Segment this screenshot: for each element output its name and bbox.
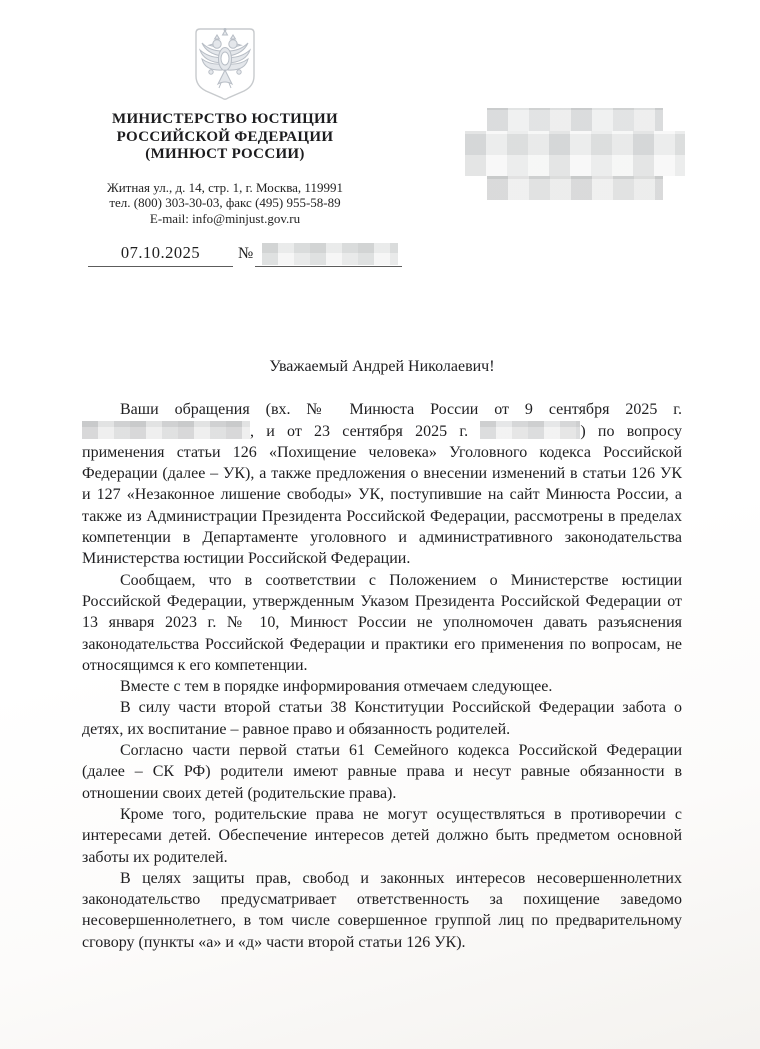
paragraph-1-part-1: Ваши обращения (вх. № Минюста России от 9 сентября 2025 г. <box>120 401 682 419</box>
number-sign: № <box>238 245 254 262</box>
ministry-name-line-1: МИНИСТЕРСТВО ЮСТИЦИИ <box>111 111 338 127</box>
email: E-mail: info@minjust.gov.ru <box>149 210 301 226</box>
reference-line <box>0 243 760 271</box>
salutation: Уважаемый Андрей Николаевич! <box>269 358 495 375</box>
addressee-redacted-block <box>465 108 685 200</box>
paragraph-2: Сообщаем, что в соответствии с Положением о Министерстве юстиции Российской Федерации, утвержденным Указом Президента Российской Федерации от 13 января 2023 г. № 10, Минюст России не уполномочен давать разъяснения законодательства Российской Федерации и практики его применения по вопросам, не относящимся к его компетенции. <box>82 571 682 674</box>
date-field <box>88 243 233 267</box>
redaction-pixel-row <box>487 176 663 200</box>
ministry-name-line-3: (МИНЮСТ РОССИИ) <box>145 146 305 162</box>
ministry-name <box>60 111 390 164</box>
postal-address: Житная ул., д. 14, стр. 1, г. Москва, 119991 <box>107 179 343 195</box>
ministry-name-line-2: РОССИЙСКОЙ ФЕДЕРАЦИИ <box>116 128 334 145</box>
paragraph-1 <box>82 399 682 569</box>
outgoing-number-redacted <box>262 243 398 265</box>
paragraph-7: В целях защиты прав, свобод и законных интересов несовершеннолетних законодательство предусматривает ответственность за похищение заведомо несовершеннолетнего, в том числе совершенное группой лиц по предварительному сговору (пункты «а» и «д» части второй статьи 126 УК). <box>82 869 682 951</box>
paragraph-3: Вместе с тем в порядке информирования отмечаем следующее. <box>120 678 553 696</box>
paragraph-5: Согласно части первой статьи 61 Семейного кодекса Российской Федерации (далее – СК РФ) родители имеют равные права и несут равные обязанности в отношении своих детей (родительские права). <box>82 742 682 802</box>
paragraph-6: Кроме того, родительские права не могут осуществляться в противоречии с интересами детей. Обеспечение интересов детей должно быть предметом основной заботы их родителей. <box>82 805 682 866</box>
inline-redaction <box>480 421 580 439</box>
contact-info <box>60 180 390 227</box>
coat-of-arms-icon <box>191 26 259 104</box>
letter-date: 07.10.2025 <box>120 243 201 262</box>
redaction-pixel-row <box>465 131 685 176</box>
redaction-pixel-row <box>487 108 663 131</box>
outgoing-number-field <box>255 243 402 267</box>
paragraph-1-part-3: ) по вопросу применения статьи 126 «Похищение человека» Уголовного кодекса Российской Федерации (далее – УК), а также предложения о внесении изменений в статьи 126 УК и 127 «Незаконное лишение свободы» УК, поступившие на сайт Минюста России, а также из Администрации Президента Российской Федерации, рассмотрены в пределах компетенции в Департаменте уголовного и административного законодательства Министерства юстиции Российской Федерации. <box>82 422 682 568</box>
letter-body <box>82 356 682 953</box>
paragraph-1-part-2: , и от 23 сентября 2025 г. <box>250 422 481 440</box>
inline-redaction <box>82 421 250 439</box>
paragraph-4: В силу части второй статьи 38 Конституции Российской Федерации забота о детях, их воспитание – равное право и обязанность родителей. <box>82 699 682 738</box>
phone-fax: тел. (800) 303-30-03, факс (495) 955-58-89 <box>109 195 341 210</box>
letterhead <box>60 26 390 226</box>
